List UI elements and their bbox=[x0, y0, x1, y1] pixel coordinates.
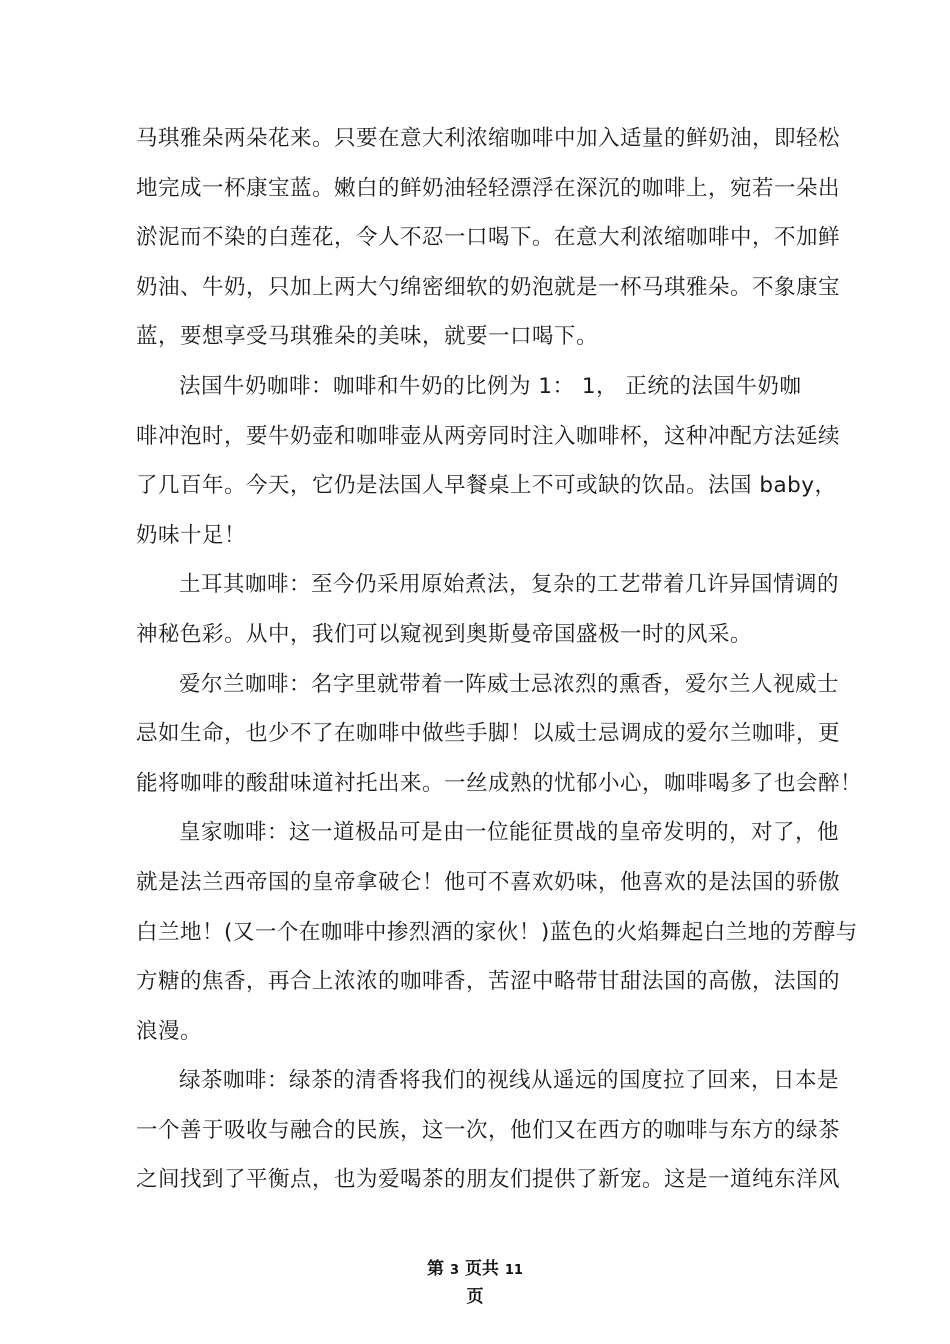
text-line: 皇家咖啡：这一道极品可是由一位能征贯战的皇帝发明的，对了，他 bbox=[179, 820, 840, 846]
page-number-prefix: 第 bbox=[427, 1259, 445, 1279]
page-number-current: 3 bbox=[449, 1263, 460, 1278]
text-line: 了几百年。今天，它仍是法国人早餐桌上不可或缺的饮品。法国 baby， bbox=[136, 473, 837, 499]
text-line: 淤泥而不染的白莲花，令人不忍一口喝下。在意大利浓缩咖啡中，不加鲜 bbox=[136, 225, 841, 251]
page-number-suffix: 页 bbox=[466, 1287, 484, 1307]
paragraph-irish-coffee bbox=[136, 660, 863, 809]
text-line: 就是法兰西帝国的皇帝拿破仑！他可不喜欢奶味，他喜欢的是法国的骄傲 bbox=[136, 869, 841, 895]
paragraph-royal-coffee bbox=[136, 808, 858, 1056]
paragraph-green-tea-coffee bbox=[136, 1056, 841, 1205]
text-line: 能将咖啡的酸甜味道衬托出来。一丝成熟的忧郁小心，咖啡喝多了也会醉！ bbox=[136, 770, 863, 796]
text-line: 马琪雅朵两朵花来。只要在意大利浓缩咖啡中加入适量的鲜奶油，即轻松 bbox=[136, 126, 841, 151]
page-number-line bbox=[0, 1256, 950, 1284]
text-line: 奶油、牛奶，只加上两大勺绵密细软的奶泡就是一杯马琪雅朵。不象康宝 bbox=[136, 274, 841, 300]
text-line: 白兰地！(又一个在咖啡中掺烈酒的家伙！)蓝色的火焰舞起白兰地的芳醇与 bbox=[136, 919, 858, 945]
text-line: 蓝，要想享受马琪雅朵的美味，就要一口喝下。 bbox=[136, 324, 599, 350]
text-line: 方糖的焦香，再合上浓浓的咖啡香，苦涩中略带甘甜法国的高傲，法国的 bbox=[136, 969, 841, 995]
text-line: 爱尔兰咖啡：名字里就带着一阵威士忌浓烈的熏香，爱尔兰人视威士 bbox=[179, 671, 840, 697]
document-body bbox=[136, 114, 863, 1205]
page-number-total: 11 bbox=[504, 1263, 523, 1278]
text-line: 一个善于吸收与融合的民族，这一次，他们又在西方的咖啡与东方的绿茶 bbox=[136, 1117, 841, 1143]
text-line: 忌如生命，也少不了在咖啡中做些手脚！以威士忌调成的爱尔兰咖啡，更 bbox=[136, 721, 841, 747]
page-number-footer bbox=[0, 1256, 950, 1310]
paragraph-french-milk-coffee bbox=[136, 362, 841, 560]
text-line: 绿茶咖啡：绿茶的清香将我们的视线从遥远的国度拉了回来，日本是 bbox=[179, 1068, 840, 1094]
text-line: 浪漫。 bbox=[136, 1018, 203, 1044]
paragraph-cappuccino-macchiato bbox=[136, 114, 841, 362]
paragraph-turkish-coffee bbox=[136, 560, 840, 659]
text-line: 土耳其咖啡：至今仍采用原始煮法，复杂的工艺带着几许异国情调的 bbox=[179, 572, 840, 598]
text-line: 神秘色彩。从中，我们可以窥视到奥斯曼帝国盛极一时的风采。 bbox=[136, 621, 753, 647]
text-line: 法国牛奶咖啡：咖啡和牛奶的比例为 1： 1， 正统的法国牛奶咖 bbox=[179, 373, 802, 399]
text-line: 地完成一杯康宝蓝。嫩白的鲜奶油轻轻漂浮在深沉的咖啡上，宛若一朵出 bbox=[136, 175, 841, 201]
page-number-middle: 页共 bbox=[464, 1259, 499, 1279]
text-line: 奶味十足！ bbox=[136, 522, 247, 548]
text-line: 之间找到了平衡点，也为爱喝茶的朋友们提供了新宠。这是一道纯东洋风 bbox=[136, 1167, 841, 1193]
text-line: 啡冲泡时，要牛奶壶和咖啡壶从两旁同时注入咖啡杯，这种冲配方法延续 bbox=[136, 423, 841, 449]
